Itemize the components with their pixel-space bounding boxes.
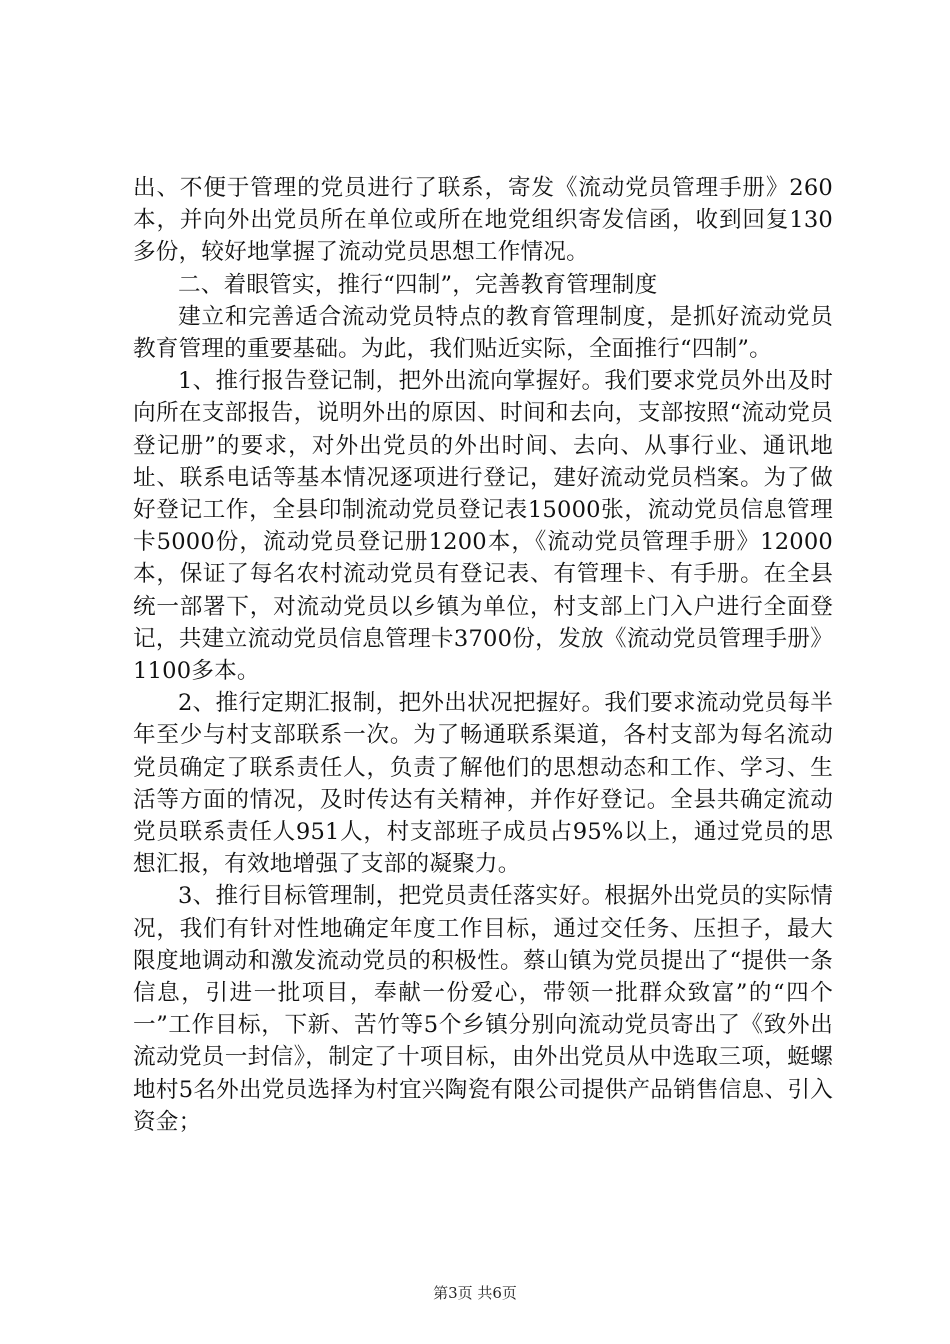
paragraph-intro: 建立和完善适合流动党员特点的教育管理制度，是抓好流动党员教育管理的重要基础。为此，我们贴近实际，全面推行“四制”。 [133,303,833,363]
paragraph-item-3: 3、推行目标管理制，把党员责任落实好。根据外出党员的实际情况，我们有针对性地确定年度工作目标，通过交任务、压担子，最大限度地调动和激发流动党员的积极性。蔡山镇为党员提出了“提供一条信息，引进一批项目，奉献一份爱心，带领一批群众致富”的“四个一”工作目标，下新、苦竹等5个乡镇分别向流动党员寄出了《致外出流动党员一封信》，制定了十项目标，由外出党员从中选取三项，蜓螺地村5名外出党员选择为村宜兴陶瓷有限公司提供产品销售信息、引入资金； [133,883,833,1135]
paragraph-item-2: 2、推行定期汇报制，把外出状况把握好。我们要求流动党员每半年至少与村支部联系一次。为了畅通联系渠道，各村支部为每名流动党员确定了联系责任人，负责了解他们的思想动态和工作、学习、生活等方面的情况，及时传达有关精神，并作好登记。全县共确定流动党员联系责任人951人，村支部班子成员占95%以上，通过党员的思想汇报，有效地增强了支部的凝聚力。 [133,690,833,878]
document-body [133,172,833,1138]
paragraph-item-1: 1、推行报告登记制，把外出流向掌握好。我们要求党员外出及时向所在支部报告，说明外出的原因、时间和去向，支部按照“流动党员登记册”的要求，对外出党员的外出时间、去向、从事行业、通讯地址、联系电话等基本情况逐项进行登记，建好流动党员档案。为了做好登记工作，全县印制流动党员登记表15000张，流动党员信息管理卡5000份，流动党员登记册1200本，《流动党员管理手册》12000本，保证了每名农村流动党员有登记表、有管理卡、有手册。在全县统一部署下，对流动党员以乡镇为单位，村支部上门入户进行全面登记，共建立流动党员信息管理卡3700份，发放《流动党员管理手册》1100多本。 [133,368,833,685]
section-heading: 二、着眼管实，推行“四制”，完善教育管理制度 [178,271,658,298]
paragraph-continuation: 出、不便于管理的党员进行了联系，寄发《流动党员管理手册》260本，并向外出党员所在单位或所在地党组织寄发信函，收到回复130多份，较好地掌握了流动党员思想工作情况。 [133,175,833,266]
page-footer: 第3页 共6页 [433,1284,517,1302]
